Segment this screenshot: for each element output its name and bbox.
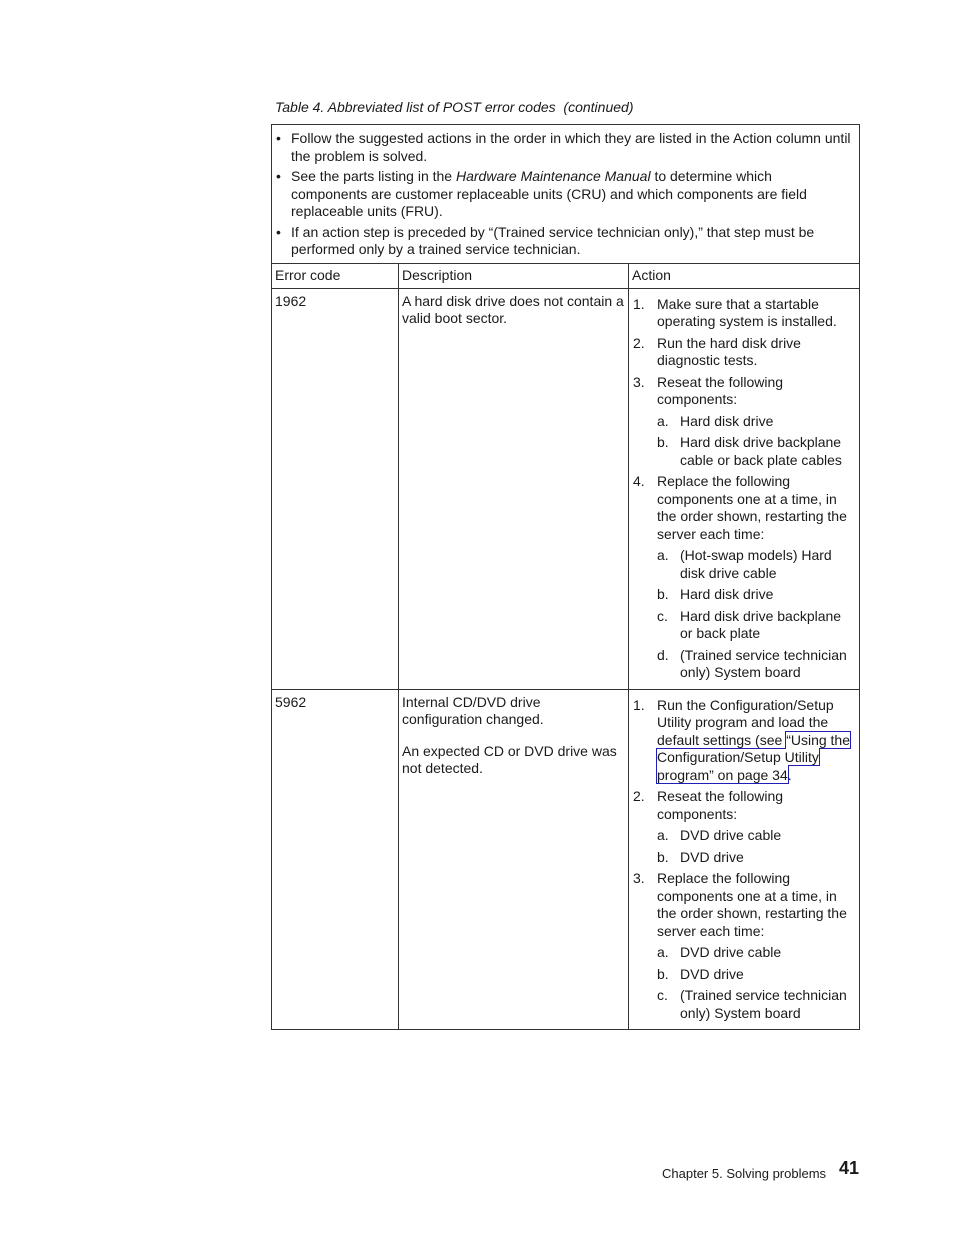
note-item [275, 130, 851, 165]
step-number: 2. [633, 788, 645, 804]
sub-step-letter: b. [657, 965, 669, 982]
header-row [272, 263, 860, 288]
sub-step-text: DVD drive cable [680, 944, 782, 960]
step-text: Run the Configuration/Setup Utility program and load the default settings (see [657, 696, 834, 748]
sub-step-text: (Hot-swap models) Hard disk drive cable [680, 547, 832, 581]
step-number: 3. [633, 870, 645, 886]
step-text: Replace the following components one at a time, in the order shown, restarting the server each time: [657, 870, 847, 939]
sub-step-letter: a. [657, 547, 669, 563]
sub-step-letter: b. [657, 586, 669, 602]
sub-step-text: (Trained service technician only) System board [680, 987, 847, 1021]
step-number: 2. [633, 334, 645, 351]
sub-step [657, 547, 855, 582]
action-step [633, 374, 855, 470]
sub-steps [657, 944, 855, 1022]
table-row [272, 689, 860, 1030]
table-caption: Table 4. Abbreviated list of POST error codes (continued) [275, 99, 634, 115]
notes-list [275, 130, 851, 259]
sub-steps [657, 413, 855, 470]
action-cell [629, 689, 860, 1030]
action-step [633, 335, 855, 370]
sub-step [657, 608, 855, 643]
step-number: 3. [633, 373, 645, 390]
sub-step-text: DVD drive [680, 848, 744, 865]
sub-step-letter: c. [657, 987, 668, 1003]
action-steps [633, 697, 855, 1023]
notes-row [272, 125, 860, 264]
sub-step-letter: b. [657, 848, 669, 865]
note-text: See the parts listing in the [291, 168, 456, 184]
note-text: If an action step is preceded by “(Trained service technician only),” that step must be performed only by a trained service technician. [291, 223, 815, 257]
sub-step [657, 827, 855, 845]
sub-step-text: Hard disk drive backplane or back plate [680, 607, 842, 641]
footer-chapter: Chapter 5. Solving problems [662, 1166, 827, 1181]
bullet-icon: • [276, 168, 281, 184]
action-steps [633, 296, 855, 682]
sub-step [657, 987, 855, 1022]
sub-step-text: (Trained service technician only) System board [680, 646, 847, 680]
header-action: Action [629, 263, 860, 288]
sub-step [657, 944, 855, 962]
note-item [275, 168, 851, 221]
step-number: 1. [633, 295, 645, 312]
sub-step [657, 586, 855, 604]
sub-step-text: Hard disk drive [680, 586, 774, 602]
manual-title: Hardware Maintenance Manual [456, 168, 651, 184]
note-text: Follow the suggested actions in the order in which they are listed in the Action column until the problem is solved. [291, 130, 851, 164]
step-number: 1. [633, 696, 645, 713]
post-error-table [271, 124, 860, 1030]
sub-step [657, 647, 855, 682]
step-text: Make sure that a startable operating system is installed. [657, 295, 837, 329]
sub-step [657, 413, 855, 431]
sub-steps [657, 547, 855, 682]
bullet-icon: • [276, 223, 281, 240]
step-text: Reseat the following components: [657, 373, 784, 407]
action-cell [629, 288, 860, 689]
sub-step [657, 434, 855, 469]
sub-step-letter: a. [657, 412, 669, 429]
sub-step-letter: a. [657, 827, 669, 843]
error-code-cell: 1962 [272, 288, 399, 689]
setup-utility-link[interactable]: “Using the Configuration/Setup Utility program” on page 34 [657, 731, 850, 783]
table-row [272, 288, 860, 689]
sub-step-letter: d. [657, 646, 669, 663]
sub-step-text: DVD drive cable [680, 827, 782, 843]
sub-step [657, 966, 855, 984]
action-step [633, 870, 855, 1022]
sub-step [657, 849, 855, 867]
step-number: 4. [633, 473, 645, 489]
sub-step-text: DVD drive [680, 965, 744, 982]
step-text: Reseat the following components: [657, 788, 784, 822]
bullet-icon: • [276, 130, 281, 146]
header-description: Description [399, 263, 629, 288]
description-text: Internal CD/DVD drive configuration changed. [402, 693, 544, 727]
sub-step-text: Hard disk drive [680, 412, 774, 429]
sub-step-letter: c. [657, 607, 668, 624]
error-code-cell: 5962 [272, 689, 399, 1030]
sub-steps [657, 827, 855, 866]
step-text: Replace the following components one at a time, in the order shown, restarting the server each time: [657, 473, 847, 542]
action-step [633, 697, 855, 785]
sub-step-letter: b. [657, 434, 669, 450]
action-step [633, 296, 855, 331]
header-error-code: Error code [272, 263, 399, 288]
step-text: . [787, 766, 792, 783]
page-number: 41 [839, 1158, 860, 1178]
description-cell [399, 689, 629, 1030]
notes-cell [272, 125, 860, 264]
action-step [633, 473, 855, 682]
sub-step-letter: a. [657, 944, 669, 960]
description-text: An expected CD or DVD drive was not detected. [402, 742, 617, 776]
sub-step-text: Hard disk drive backplane cable or back plate cables [680, 434, 842, 468]
action-step [633, 788, 855, 866]
note-text: to determine which components are customer replaceable units (CRU) and which components are field replaceable units (FRU). [291, 168, 807, 219]
note-item [275, 224, 851, 259]
step-text: Run the hard disk drive diagnostic tests. [657, 334, 801, 368]
description-cell [399, 288, 629, 689]
description-text: A hard disk drive does not contain a valid boot sector. [402, 292, 624, 326]
